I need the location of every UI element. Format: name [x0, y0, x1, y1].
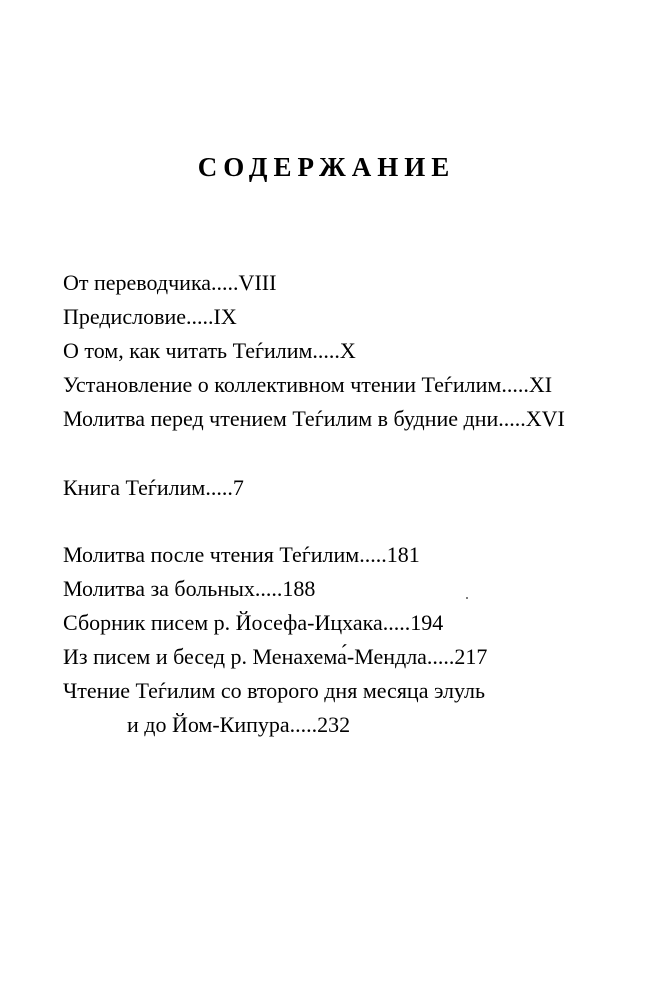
toc-entry-translator: От переводчика.....VIII [63, 270, 277, 295]
page-title: СОДЕРЖАНИЕ [197, 152, 456, 182]
toc-entry-letters-menachem-mendel: Из писем и бесед р. Менахема́-Мендла.....217 [63, 644, 488, 669]
toc-entry-how-to-read: О том, как читать Теѓилим.....X [63, 338, 356, 363]
toc-entry-elul-reading: Чтение Теѓилим со второго дня месяца элуль [63, 678, 486, 703]
toc-entry-prayer-after: Молитва после чтения Теѓилим.....181 [63, 542, 420, 567]
toc-entry-letters-yosef-yitzchak: Сборник писем р. Йосефа-Ицхака.....194 [63, 610, 444, 635]
toc-entry-book-of-psalms: Книга Теѓилим.....7 [63, 475, 244, 500]
toc-entry-elul-reading-continued: и до Йом-Кипура.....232 [127, 712, 351, 737]
stray-dot [466, 597, 468, 599]
toc-entry-collective-reading: Установление о коллективном чтении Теѓилим.....XI [63, 372, 553, 397]
table-of-contents [63, 266, 643, 742]
toc-entry-preface: Предисловие.....IX [63, 304, 237, 329]
toc-entry-prayer-before: Молитва перед чтением Теѓилим в будние дни.....XVI [63, 406, 565, 431]
toc-entry-prayer-for-sick: Молитва за больных.....188 [63, 576, 316, 601]
